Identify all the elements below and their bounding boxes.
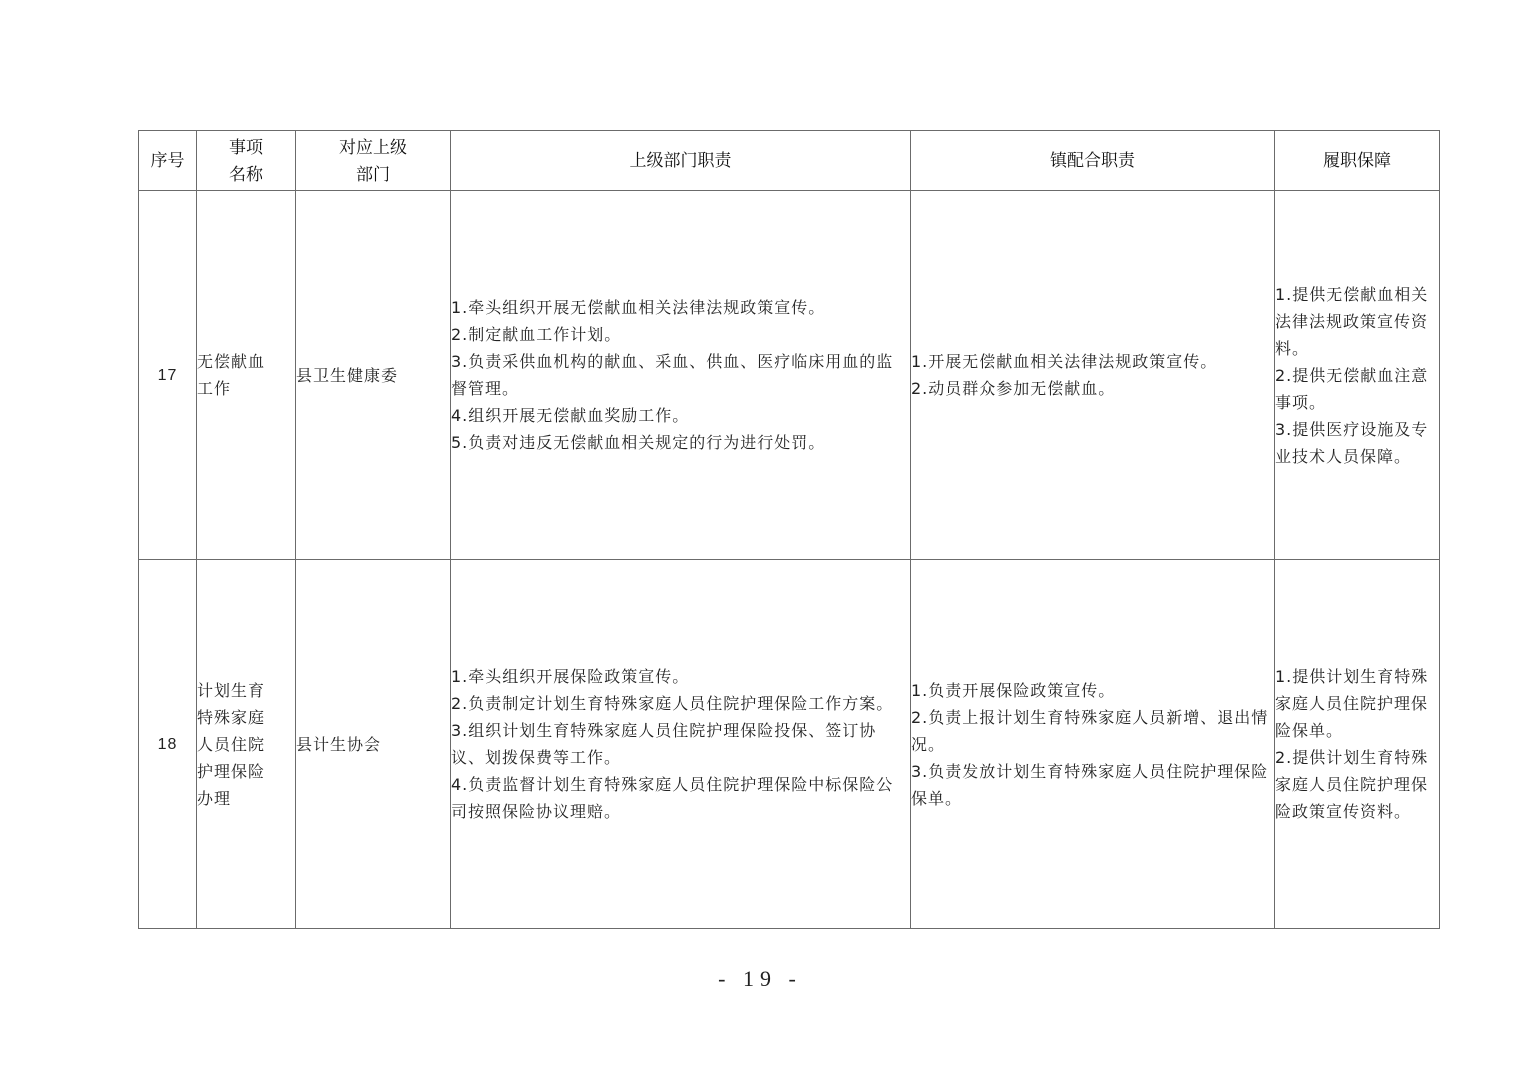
header-town-duty — [911, 131, 1275, 191]
cell-item-name — [197, 560, 296, 929]
header-text-line: 部门 — [356, 164, 390, 184]
cell-text-line: 护理保险 — [197, 761, 266, 781]
header-text-line: 事项 — [229, 137, 263, 157]
cell-text-line: 3.组织计划生育特殊家庭人员住院护理保险投保、签订协议、划拨保费等工作。 — [451, 721, 877, 767]
cell-text-line: 县计生协会 — [296, 734, 382, 754]
cell-text-line: 2.提供计划生育特殊家庭人员住院护理保险政策宣传资料。 — [1275, 748, 1429, 821]
header-seq — [139, 131, 197, 191]
header-text-line: 名称 — [229, 164, 263, 184]
header-upper-duty — [451, 131, 911, 191]
header-guarantee — [1275, 131, 1440, 191]
cell-text-line: 4.负责监督计划生育特殊家庭人员住院护理保险中标保险公司按照保险协议理赔。 — [451, 775, 894, 821]
cell-town-duty — [911, 560, 1275, 929]
cell-upper-duty — [451, 560, 911, 929]
cell-text-line: 2.负责制定计划生育特殊家庭人员住院护理保险工作方案。 — [451, 694, 894, 713]
cell-upper-dept — [296, 191, 451, 560]
cell-text-line: 2.动员群众参加无偿献血。 — [911, 379, 1116, 398]
cell-text-line: 4.组织开展无偿献血奖励工作。 — [451, 406, 690, 425]
cell-text-line: 1.负责开展保险政策宣传。 — [911, 680, 1116, 700]
cell-text-line: 1.提供计划生育特殊家庭人员住院护理保险保单。 — [1275, 667, 1429, 740]
cell-text-line: 2.负责上报计划生育特殊家庭人员新增、退出情况。 — [911, 707, 1269, 754]
header-text-line: 上级部门职责 — [629, 151, 732, 170]
cell-guarantee — [1275, 560, 1440, 929]
cell-text-line: 2.制定献血工作计划。 — [451, 325, 622, 344]
header-item-name — [197, 131, 296, 191]
cell-text-line: 3.负责发放计划生育特殊家庭人员住院护理保险保单。 — [911, 761, 1269, 808]
cell-upper-duty — [451, 191, 911, 560]
header-text-line: 对应上级 — [339, 137, 407, 157]
cell-text-line: 2.提供无偿献血注意事项。 — [1275, 365, 1429, 412]
cell-text-line: 3.负责采供血机构的献血、采血、供血、医疗临床用血的监督管理。 — [451, 352, 894, 398]
cell-text-line: 1.开展无偿献血相关法律法规政策宣传。 — [911, 352, 1218, 371]
cell-text-line: 计划生育 — [197, 680, 266, 700]
header-text-line: 序号 — [150, 151, 185, 170]
table-header-row — [139, 131, 1440, 191]
cell-item-name — [197, 191, 296, 560]
cell-upper-dept — [296, 560, 451, 929]
cell-text-line: 无偿献血 — [197, 352, 266, 371]
cell-text-line: 工作 — [197, 379, 232, 398]
cell-text-line: 1.牵头组织开展保险政策宣传。 — [451, 667, 690, 686]
table-row — [139, 560, 1440, 929]
header-text-line: 履职保障 — [1323, 151, 1391, 170]
cell-town-duty — [911, 191, 1275, 560]
cell-text-line: 5.负责对违反无偿献血相关规定的行为进行处罚。 — [451, 433, 826, 452]
cell-text-line: 县卫生健康委 — [296, 365, 399, 385]
cell-text-line: 1.牵头组织开展无偿献血相关法律法规政策宣传。 — [451, 298, 826, 317]
cell-seq: 17 — [139, 191, 197, 560]
cell-text-line: 办理 — [197, 788, 232, 808]
page-number: - 19 - — [718, 966, 802, 991]
cell-text-line: 人员住院 — [197, 734, 266, 754]
table-row — [139, 191, 1440, 560]
header-upper-dept — [296, 131, 451, 191]
cell-seq: 18 — [139, 560, 197, 929]
header-text-line: 镇配合职责 — [1050, 151, 1135, 170]
cell-text-line: 1.提供无偿献血相关法律法规政策宣传资料。 — [1275, 284, 1429, 358]
cell-text-line: 3.提供医疗设施及专业技术人员保障。 — [1275, 419, 1429, 466]
cell-guarantee — [1275, 191, 1440, 560]
duty-table — [138, 130, 1440, 929]
cell-text-line: 特殊家庭 — [197, 707, 266, 727]
